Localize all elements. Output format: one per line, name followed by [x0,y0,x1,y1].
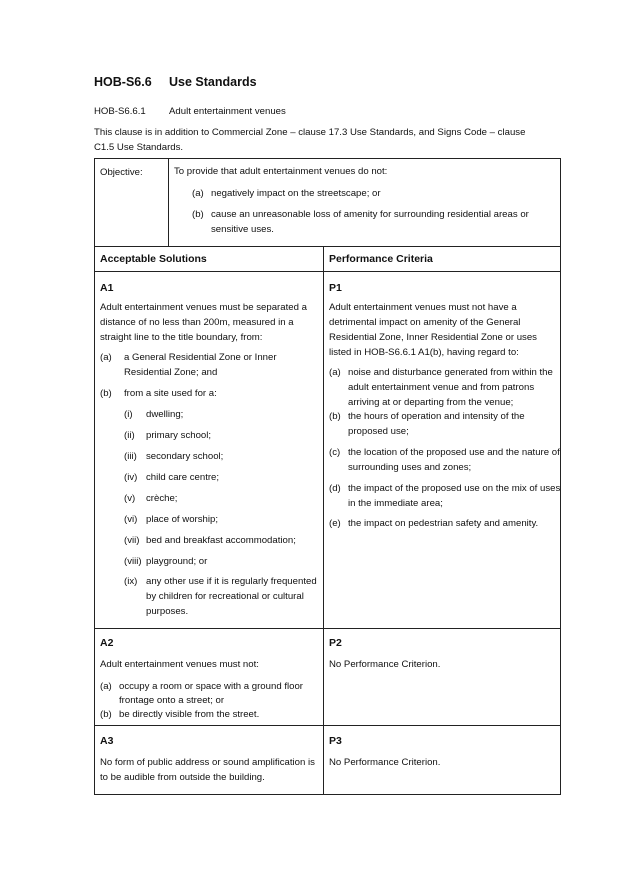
table-divider-objective [94,246,561,247]
a2-id: A2 [100,637,114,649]
p1-id: P1 [329,282,342,294]
a3-line-1: No form of public address or sound amplification is [100,757,315,768]
table-divider-a2 [94,725,561,726]
a1-sub-marker-vi: (vi) [124,514,138,525]
a1-sub-marker-ix: (ix) [124,576,138,587]
p3-id: P3 [329,735,342,747]
objective-marker-a: (a) [192,188,204,199]
p1-item-e: the impact on pedestrian safety and amenity. [348,518,539,529]
objective-item-a: negatively impact on the streetscape; or [211,188,381,199]
a3-id: A3 [100,735,114,747]
p1-marker-a: (a) [329,367,341,378]
a1-sub-marker-i: (i) [124,409,133,420]
p1-item-a-line-2: adult entertainment venue and from patrons [348,382,535,393]
a2-item-a-line-2: frontage onto a street; or [119,695,225,706]
p1-item-c-line-1: the location of the proposed use and the nature of [348,447,560,458]
p2-text: No Performance Criterion. [329,659,441,670]
table-divider-objective-label [168,158,169,247]
objective-marker-b: (b) [192,209,204,220]
intro-line-2: C1.5 Use Standards. [94,142,184,153]
table-divider-columns [323,246,324,795]
a2-marker-b: (b) [100,709,112,720]
a2-marker-a: (a) [100,681,112,692]
objective-item-b-line-2: sensitive uses. [211,224,274,235]
p1-item-c-line-2: surrounding uses and zones; [348,462,472,473]
p1-item-a-line-1: noise and disturbance generated from within the [348,367,553,378]
a1-sub-item-vii: bed and breakfast accommodation; [146,535,296,546]
a1-intro-line-3: straight line to the title boundary, from: [100,332,263,343]
a1-sub-item-viii: playground; or [146,556,208,567]
p1-intro-line-4: listed in HOB-S6.6.1 A1(b), having regard to: [329,347,519,358]
table-border-top [94,158,561,159]
p1-marker-b: (b) [329,411,341,422]
a1-sub-item-iii: secondary school; [146,451,224,462]
p3-text: No Performance Criterion. [329,757,441,768]
p1-item-d-line-2: in the immediate area; [348,498,443,509]
a1-sub-item-vi: place of worship; [146,514,218,525]
a1-sub-marker-viii: (viii) [124,556,142,567]
a1-sub-marker-iv: (iv) [124,472,138,483]
p1-intro-line-1: Adult entertainment venues must not have a [329,302,517,313]
p1-intro-line-3: Residential Zone, Inner Residential Zone or uses [329,332,537,343]
p1-marker-e: (e) [329,518,341,529]
a1-sub-item-ix-line-2: by children for recreational or cultural [146,591,304,602]
table-border-bottom [94,794,561,795]
a1-sub-item-ix-line-3: purposes. [146,606,189,617]
column-header-acceptable-solutions: Acceptable Solutions [100,253,207,265]
a1-item-a-line-1: a General Residential Zone or Inner [124,352,277,363]
objective-item-b-line-1: cause an unreasonable loss of amenity for surrounding residential areas or [211,209,529,220]
a1-sub-item-ix-line-1: any other use if it is regularly frequented [146,576,317,587]
a1-marker-b: (b) [100,388,112,399]
p1-marker-d: (d) [329,483,341,494]
table-divider-a1 [94,628,561,629]
a3-line-2: to be audible from outside the building. [100,772,265,783]
objective-lead: To provide that adult entertainment venues do not: [174,166,388,177]
p1-item-d-line-1: the impact of the proposed use on the mix of uses [348,483,561,494]
a1-sub-item-ii: primary school; [146,430,212,441]
column-header-performance-criteria: Performance Criteria [329,253,433,265]
a1-sub-marker-ii: (ii) [124,430,135,441]
p1-marker-c: (c) [329,447,341,458]
section-code: HOB-S6.6 [94,75,152,89]
p1-intro-line-2: detrimental impact on amenity of the General [329,317,521,328]
a2-item-a-line-1: occupy a room or space with a ground floor [119,681,303,692]
a2-intro: Adult entertainment venues must not: [100,659,259,670]
section-title: Use Standards [169,75,257,89]
a1-intro-line-1: Adult entertainment venues must be separated a [100,302,307,313]
intro-line-1: This clause is in addition to Commercial Zone – clause 17.3 Use Standards, and Signs Code – clause [94,127,526,138]
a1-sub-item-i: dwelling; [146,409,184,420]
a1-sub-item-v: crèche; [146,493,178,504]
a1-item-a-line-2: Residential Zone; and [124,367,218,378]
objective-label: Objective: [100,167,143,178]
p1-item-b-line-1: the hours of operation and intensity of the [348,411,525,422]
a1-sub-marker-v: (v) [124,493,136,504]
p1-item-b-line-2: proposed use; [348,426,409,437]
p1-item-a-line-3: arriving at or departing from the venue; [348,397,514,408]
subsection-code: HOB-S6.6.1 [94,106,146,117]
a2-item-b: be directly visible from the street. [119,709,260,720]
a1-item-b: from a site used for a: [124,388,217,399]
table-divider-header [94,271,561,272]
a1-id: A1 [100,282,114,294]
subsection-title: Adult entertainment venues [169,106,286,117]
a1-marker-a: (a) [100,352,112,363]
a1-sub-marker-iii: (iii) [124,451,137,462]
a1-intro-line-2: distance of no less than 200m, measured in a [100,317,294,328]
a1-sub-marker-vii: (vii) [124,535,140,546]
table-border-right [560,158,561,795]
p2-id: P2 [329,637,342,649]
a1-sub-item-iv: child care centre; [146,472,220,483]
table-border-left [94,158,95,795]
